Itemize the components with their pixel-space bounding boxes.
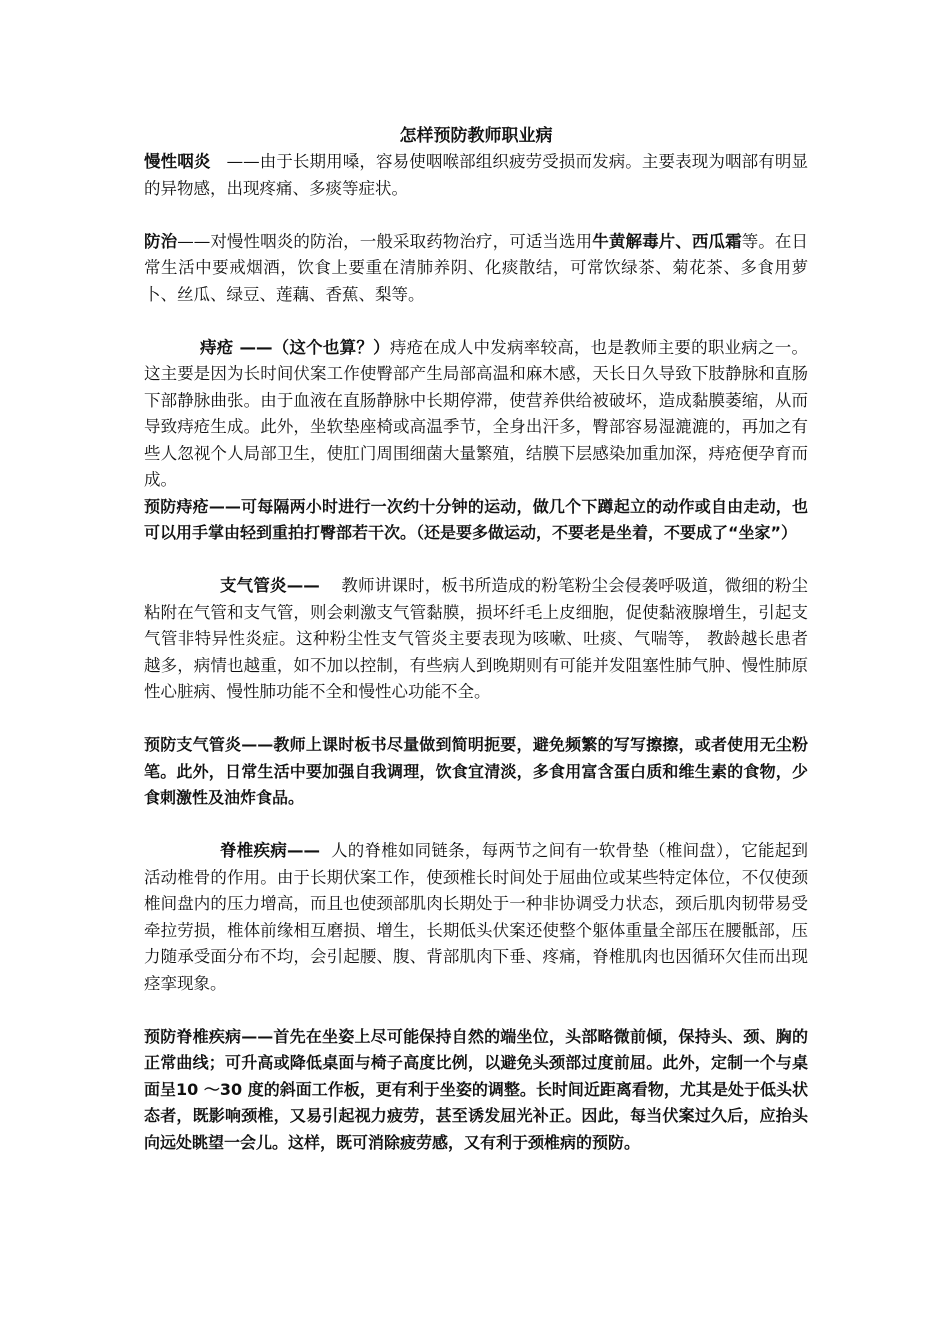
hemorrhoids-heading: 痔疮 ——（这个也算？） bbox=[200, 337, 390, 357]
bronchitis-heading: 支气管炎—— bbox=[220, 576, 320, 595]
pharyngitis-heading: 慢性咽炎 bbox=[144, 152, 211, 171]
spine-text: 人的脊椎如同链条，每两节之间有一软骨垫（椎间盘），它能起到活动椎骨的作用。由于长期伏案工作，使颈椎长时间处于屈曲位或某些特定体位，不仅使颈椎间盘内的压力增高，而且也使颈部肌肉长期处于一种非协调受力状态，颈后肌肉韧带易受牵拉劳损，椎体前缘相互磨损、增生，长期低头伏案还使整个躯体重量全部压在腰骶部，压力随承受面分布不均，会引起腰、腹、背部肌肉下垂、疼痛，脊椎肌肉也因循环欠佳而出现痉挛现象。 bbox=[144, 841, 809, 993]
bronchitis-text: 教师讲课时，板书所造成的粉笔粉尘会侵袭呼吸道，微细的粉尘粘附在气管和支气管，则会刺激支气管黏膜，损坏纤毛上皮细胞，促使黏液腺增生，引起支气管非特异性炎症。这种粉尘性支气管炎主要表现为咳嗽、吐痰、气喘等， 教龄越长患者越多，病情也越重，如不加以控制，有些病人到晚期则有可能并发阻塞性肺气肿、慢性肺原性心脏病、慢性肺功能不全和慢性心功能不全。 bbox=[144, 576, 808, 701]
hemorrhoids-paragraph bbox=[144, 335, 808, 494]
pharyngitis-paragraph bbox=[144, 149, 808, 202]
spine-prevention: 预防脊椎疾病——首先在坐姿上尽可能保持自然的端坐位，头部略微前倾，保持头、颈、胸的正常曲线；可升高或降低桌面与椅子高度比例，以避免头颈部过度前屈。此外，定制一个与桌面呈10 ～30 度的斜面工作板，更有利于坐姿的调整。长时间近距离看物，尤其是处于低头状态者，既影响颈椎，又易引起视力疲劳，甚至诱发屈光补正。因此，每当伏案过久后，应抬头向远处眺望一会儿。这样，既可消除疲劳感，又有利于颈椎病的预防。 bbox=[144, 1026, 808, 1152]
hemorrhoids-text: 痔疮在成人中发病率较高，也是教师主要的职业病之一。这主要是因为长时间伏案工作使臀部产生局部高温和麻木感，天长日久导致下肢静脉和直肠下部静脉曲张。由于血液在直肠静脉中长期停滞，使营养供给被破坏，造成黏膜萎缩，从而导致痔疮生成。此外，坐软垫座椅或高温季节，全身出汗多，臀部容易湿漉漉的，再加之有些人忽视个人局部卫生，使肛门周围细菌大量繁殖，结膜下层感染加重加深，痔疮便孕育而成。 bbox=[144, 337, 809, 489]
spine-heading: 脊椎疾病—— bbox=[220, 841, 320, 860]
hemorrhoids-prevention: 预防痔疮——可每隔两小时进行一次约十分钟的运动，做几个下蹲起立的动作或自由走动，也可以用手掌由轻到重拍打臀部若干次。（还是要多做运动，不要老是坐着，不要成了“坐家”） bbox=[144, 496, 808, 542]
spine-paragraph bbox=[144, 838, 808, 997]
pharyngitis-treatment-text-1: ——对慢性咽炎的防治，一般采取药物治疗，可适当选用 bbox=[177, 231, 593, 251]
document-title: 怎样预防教师职业病 bbox=[399, 126, 553, 146]
bronchitis-paragraph bbox=[144, 573, 808, 706]
document-body bbox=[144, 123, 808, 1156]
pharyngitis-treatment-label: 防治 bbox=[144, 231, 178, 251]
pharyngitis-text: ——由于长期用嗓，容易使咽喉部组织疲劳受损而发病。主要表现为咽部有明显的异物感，出现疼痛、多痰等症状。 bbox=[144, 152, 808, 198]
pharyngitis-treatment-paragraph bbox=[144, 229, 808, 309]
bronchitis-prevention: 预防支气管炎——教师上课时板书尽量做到简明扼要，避免频繁的写写擦擦，或者使用无尘粉笔。此外，日常生活中要加强自我调理，饮食宜清淡，多食用富含蛋白质和维生素的食物，少食刺激性及油炸食品。 bbox=[144, 735, 808, 807]
pharyngitis-treatment-text-2: 等。在日常生活中要戒烟酒，饮食上要重在清肺养阴、化痰散结，可常饮绿茶、菊花茶、多食用萝卜、丝瓜、绿豆、莲藕、香蕉、梨等。 bbox=[144, 231, 809, 304]
pharyngitis-treatment-drugs: 牛黄解毒片、西瓜霜 bbox=[592, 231, 742, 251]
